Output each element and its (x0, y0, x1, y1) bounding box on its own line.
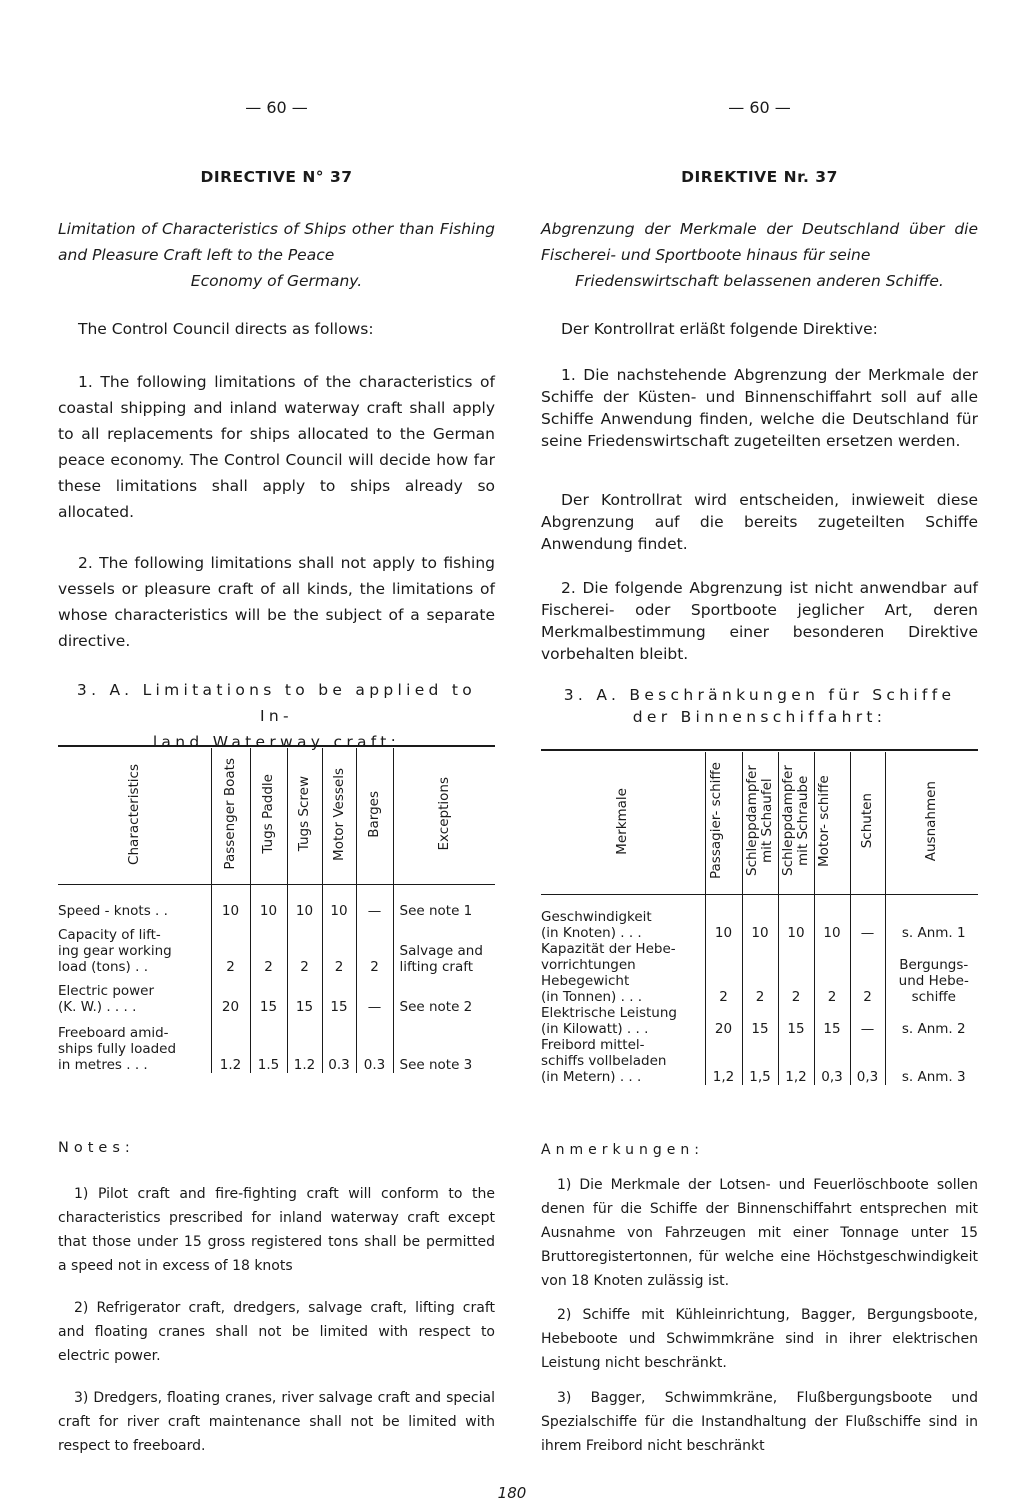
exception-cell: s. Anm. 3 (885, 1037, 978, 1085)
table-row (58, 983, 495, 1015)
column-header: Motor- schiffe (814, 752, 850, 895)
paragraph-1: 1. The following limitations of the characteristics of coastal shipping and inland waterway craft shall apply to all replacements for ships allocated to the German peace economy. The Control Council will decide how far these limitations shall apply to ships already so allocated. (58, 373, 495, 521)
directive-subtitle (541, 216, 978, 294)
table-row (58, 903, 495, 919)
exception-cell: Bergungs- und Hebe- schiffe (885, 941, 978, 1005)
column-header: Ausnahmen (885, 752, 978, 895)
subtitle-line: Economy of Germany. (190, 272, 363, 290)
directive-title: DIRECTIVE N° 37 (200, 168, 353, 186)
column-header: Merkmale (541, 752, 705, 895)
table-cell: 1.2 (211, 1025, 250, 1073)
column-header: Schleppdampfer mit Schaufel (742, 752, 778, 895)
table-cell: 2 (778, 941, 814, 1005)
exception-cell: See note 2 (393, 983, 495, 1015)
table-cell: 2 (742, 941, 778, 1005)
table-cell: 1.2 (287, 1025, 322, 1073)
table-cell: 1.5 (250, 1025, 287, 1073)
table-cell: 0,3 (850, 1037, 885, 1085)
table-cell: 10 (250, 903, 287, 919)
note-3: 3) Bagger, Schwimmkräne, Flußbergungsboote und Spezialschiffe für die Instandhaltung der Flußschiffe sind in ihrem Freibord nicht beschränkt (541, 1390, 978, 1454)
row-label: Capacity of lift- ing gear working load (tons) . . (58, 927, 172, 975)
table-cell: 20 (211, 983, 250, 1015)
exception-cell: s. Anm. 1 (885, 909, 978, 941)
column-header: Tugs Screw (287, 748, 322, 885)
section-heading-line: 3. A. Limitations to be applied to In- (76, 681, 477, 725)
limits-table (541, 752, 978, 1085)
table-cell: 10 (211, 903, 250, 919)
table-row (541, 941, 978, 1005)
table-cell: 10 (742, 909, 778, 941)
table-cell: 15 (287, 983, 322, 1015)
section-heading-line: 3. A. Beschränkungen für Schiffe (563, 686, 956, 704)
table-cell: — (850, 909, 885, 941)
table-cell: 10 (778, 909, 814, 941)
column-header: Barges (356, 748, 393, 885)
table-cell: 20 (705, 1005, 742, 1037)
exception-cell: Salvage and lifting craft (393, 927, 495, 975)
column-header: Schleppdampfer mit Schraube (778, 752, 814, 895)
table-row (541, 909, 978, 941)
row-label: Geschwindigkeit (in Knoten) . . . (541, 909, 652, 941)
notes-heading: Notes: (58, 1140, 135, 1156)
column-header: Schuten (850, 752, 885, 895)
table-cell: — (356, 903, 393, 919)
table-cell: — (850, 1005, 885, 1037)
note-2: 2) Refrigerator craft, dredgers, salvage craft, lifting craft and floating cranes shall not be limited with respect to electric power. (58, 1300, 495, 1364)
section-heading-line: land Waterway craft: (152, 733, 401, 751)
note-1: 1) Pilot craft and fire-fighting craft will conform to the characteristics prescribed for inland waterway craft except that those under 15 gross registered tons shall be permitted a speed not in excess of 18 knots (58, 1186, 495, 1274)
directive-title: DIREKTIVE Nr. 37 (681, 168, 838, 186)
table-cell: 10 (287, 903, 322, 919)
table-top-rule (58, 745, 495, 747)
table-cell: 0,3 (814, 1037, 850, 1085)
table-header-row (541, 752, 978, 895)
column-header: Characteristics (58, 748, 211, 885)
column-header: Passagier- schiffe (705, 752, 742, 895)
paragraph-1b: Der Kontrollrat wird entscheiden, inwieweit diese Abgrenzung auf die bereits zugeteilten Schiffe Anwendung findet. (541, 491, 978, 553)
row-label: Freibord mittel- schiffs vollbeladen (in Metern) . . . (541, 1037, 667, 1085)
table-cell: 15 (778, 1005, 814, 1037)
table-cell: 2 (287, 927, 322, 975)
page-number: — 60 — (728, 98, 791, 117)
table-cell: 10 (814, 909, 850, 941)
directive-subtitle (58, 216, 495, 294)
table-cell: 15 (814, 1005, 850, 1037)
table-cell: 15 (322, 983, 356, 1015)
note-3: 3) Dredgers, floating cranes, river salvage craft and special craft for river craft maintenance shall not be limited with respect to freeboard. (58, 1390, 495, 1454)
limits-table (58, 748, 495, 1073)
table-cell: 2 (322, 927, 356, 975)
table-cell: 2 (705, 941, 742, 1005)
row-label: Kapazität der Hebe- vorrichtungen Hebegewicht (in Tonnen) . . . (541, 941, 676, 1005)
notes-heading: Anmerkungen: (541, 1142, 704, 1158)
section-heading (58, 677, 495, 755)
exception-cell: See note 3 (393, 1025, 495, 1073)
table-cell: 15 (250, 983, 287, 1015)
column-header: Motor Vessels (322, 748, 356, 885)
column-header: Passenger Boats (211, 748, 250, 885)
intro-text: Der Kontrollrat erläßt folgende Direktive: (561, 320, 878, 338)
subtitle-line: Fishing and Pleasure Craft left to the Peace (58, 220, 495, 264)
folio-number: 180 (497, 1484, 527, 1502)
column-header: Tugs Paddle (250, 748, 287, 885)
table-cell: — (356, 983, 393, 1015)
table-cell: 2 (814, 941, 850, 1005)
exception-cell: See note 1 (393, 903, 495, 919)
table-header-row (58, 748, 495, 885)
row-label: Electric power (K. W.) . . . . (58, 983, 155, 1015)
paragraph-1: 1. Die nachstehende Abgrenzung der Merkmale der Schiffe der Küsten- und Binnenschiffahrt soll auf alle Schiffe Anwendung finden, welche die Deutschland für seine Friedenswirtschaft zugeteilten ersetzen werden. (541, 366, 978, 450)
table-cell: 15 (742, 1005, 778, 1037)
table-cell: 10 (322, 903, 356, 919)
page-number: — 60 — (245, 98, 308, 117)
table-cell: 1,5 (742, 1037, 778, 1085)
table-cell: 2 (250, 927, 287, 975)
paragraph-2: 2. Die folgende Abgrenzung ist nicht anwendbar auf Fischerei- oder Sportboote jeglicher Art, deren Merkmalbestimmung einer besonderen Direktive vorbehalten bleibt. (541, 579, 978, 663)
row-label: Elektrische Leistung (in Kilowatt) . . . (541, 1005, 677, 1037)
table-cell: 2 (356, 927, 393, 975)
section-heading-line: der Binnenschiffahrt: (632, 708, 887, 726)
note-1: 1) Die Merkmale der Lotsen- und Feuerlöschboote sollen denen für die Schiffe der Binnenschiffahrt entsprechen mit Ausnahme von Fahrzeugen mit einer Tonnage unter 15 Bruttoregistertonnen, für welche eine Höchstgeschwindigkeit von 18 Knoten zulässig ist. (541, 1177, 978, 1289)
table-cell: 2 (850, 941, 885, 1005)
table-cell: 2 (211, 927, 250, 975)
paragraph-2: 2. The following limitations shall not apply to fishing vessels or pleasure craft of all kinds, the limitations of whose characteristics will be the subject of a separate directive. (58, 554, 495, 650)
table-cell: 1,2 (705, 1037, 742, 1085)
subtitle-line: die Fischerei- und Sportboote hinaus für seine (541, 220, 978, 264)
table-row (58, 927, 495, 975)
subtitle-line: Abgrenzung der Merkmale der Deutschland über (541, 220, 945, 238)
table-row (58, 1025, 495, 1073)
row-label: Speed - knots . . (58, 903, 168, 919)
table-cell: 0.3 (322, 1025, 356, 1073)
subtitle-line: Limitation of Characteristics of Ships other than (58, 220, 435, 238)
note-2: 2) Schiffe mit Kühleinrichtung, Bagger, Bergungsboote, Hebeboote und Schwimmkräne sind in ihrer elektrischen Leistung nicht beschränkt. (541, 1307, 978, 1371)
table-top-rule (541, 749, 978, 751)
table-cell: 0.3 (356, 1025, 393, 1073)
row-label: Freeboard amid- ships fully loaded in metres . . . (58, 1025, 177, 1073)
table-row (541, 1037, 978, 1085)
table-cell: 10 (705, 909, 742, 941)
section-heading (541, 684, 978, 728)
column-header: Exceptions (393, 748, 495, 885)
intro-text: The Control Council directs as follows: (78, 320, 374, 338)
table-row (541, 1005, 978, 1037)
exception-cell: s. Anm. 2 (885, 1005, 978, 1037)
subtitle-line: Friedenswirtschaft belassenen anderen Schiffe. (575, 272, 944, 290)
table-cell: 1,2 (778, 1037, 814, 1085)
